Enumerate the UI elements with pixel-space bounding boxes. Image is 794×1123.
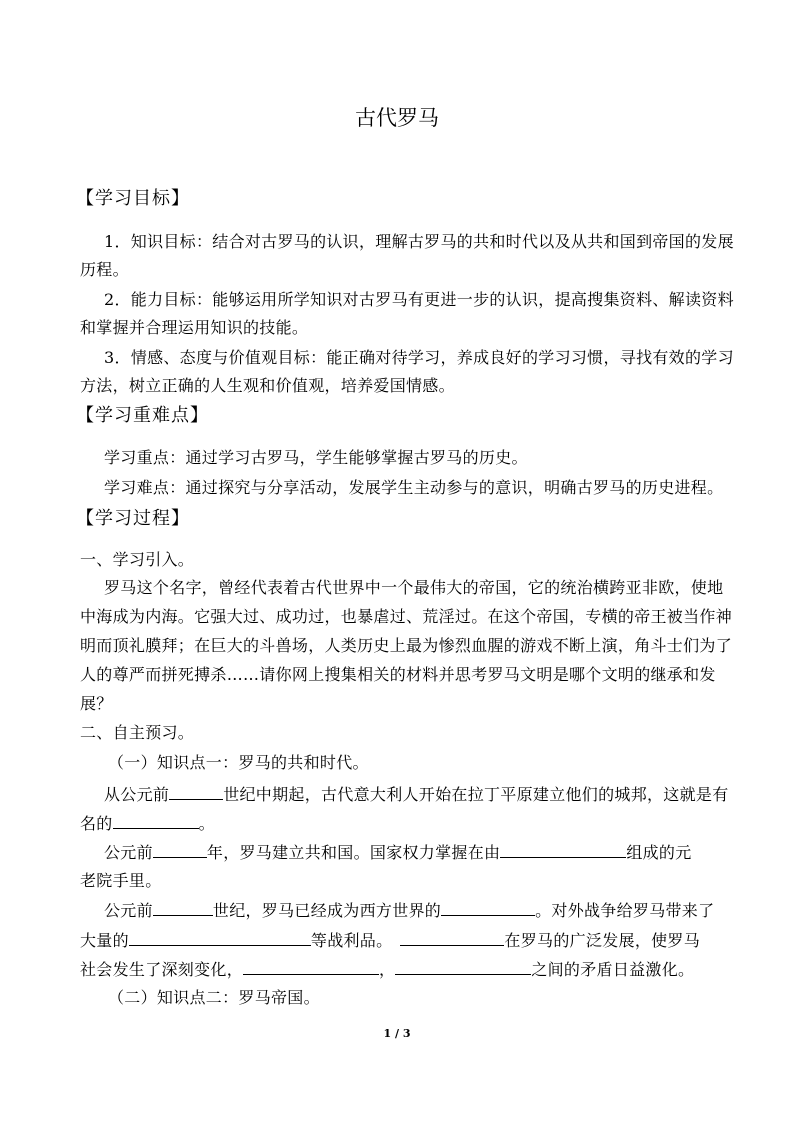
intro-line-1: 罗马这个名字，曾经代表着古代世界中一个最伟大的帝国，它的统治横跨亚非欧，使地 — [104, 578, 724, 597]
question-3-line-1: 公元前 世纪，罗马已经成为西方世界的 。对外战争给罗马带来了 — [104, 901, 715, 920]
goal-1-line-1: 1．知识目标：结合对古罗马的认识，理解古罗马的共和时代以及从共和国到帝国的发展 — [104, 232, 734, 251]
knowledge-point-1-heading: （一）知识点一：罗马的共和时代。 — [108, 753, 369, 772]
question-3-line-3: 社会发生了深刻变化， ， 之间的矛盾日益激化。 — [80, 960, 695, 979]
question-1-line-1: 从公元前 世纪中期起，古代意大利人开始在拉丁平原建立他们的城邦，这就是有 — [104, 785, 729, 804]
key-point: 学习重点：通过学习古罗马，学生能够掌握古罗马的历史。 — [104, 448, 528, 467]
fill-blank[interactable] — [153, 841, 207, 858]
intro-line-4: 人的尊严而拼死搏杀……请你网上搜集相关的材料并思考罗马文明是哪个文明的继承和发 — [80, 665, 716, 684]
fill-blank[interactable] — [441, 899, 535, 916]
fill-blank[interactable] — [153, 899, 213, 916]
section-heading-process: 【学习过程】 — [76, 508, 190, 529]
question-2-line-1: 公元前 年，罗马建立共和国。国家权力掌握在由 组成的元 — [104, 843, 692, 862]
intro-line-2: 中海成为内海。它强大过、成功过，也暴虐过、荒淫过。在这个帝国，专横的帝王被当作神 — [80, 607, 733, 626]
page-title: 古代罗马 — [355, 106, 439, 130]
fill-blank[interactable] — [243, 958, 379, 975]
fill-blank[interactable] — [400, 929, 504, 946]
knowledge-point-2-heading: （二）知识点二：罗马帝国。 — [108, 988, 320, 1007]
goal-3-line-1: 3．情感、态度与价值观目标：能正确对待学习，养成良好的学习习惯，寻找有效的学习 — [104, 348, 734, 367]
fill-blank[interactable] — [500, 841, 626, 858]
difficult-point: 学习难点：通过探究与分享活动，发展学生主动参与的意识，明确古罗马的历史进程。 — [104, 478, 724, 497]
goal-2-line-2: 和掌握并合理运用知识的技能。 — [80, 318, 309, 337]
page-number: 1 / 3 — [383, 1027, 411, 1040]
fill-blank[interactable] — [169, 783, 223, 800]
fill-blank[interactable] — [113, 812, 199, 829]
goal-1-line-2: 历程。 — [80, 260, 129, 279]
preview-heading: 二、自主预习。 — [80, 723, 195, 742]
section-heading-key-points: 【学习重难点】 — [76, 405, 209, 426]
goal-3-line-2: 方法，树立正确的人生观和价值观，培养爱国情感。 — [80, 376, 455, 395]
intro-line-5: 展？ — [80, 694, 113, 713]
fill-blank[interactable] — [129, 929, 311, 946]
question-2-line-2: 老院手里。 — [80, 871, 162, 890]
intro-heading: 一、学习引入。 — [80, 550, 195, 569]
question-3-line-2: 大量的 等战利品。 在罗马的广泛发展，使罗马 — [80, 931, 701, 950]
question-1-line-2: 名的 。 — [80, 814, 215, 833]
fill-blank[interactable] — [395, 958, 531, 975]
intro-line-3: 明而顶礼膜拜；在巨大的斗兽场，人类历史上最为惨烈血腥的游戏不断上演，角斗士们为了 — [80, 636, 733, 655]
section-heading-goals: 【学习目标】 — [76, 188, 190, 209]
goal-2-line-1: 2．能力目标：能够运用所学知识对古罗马有更进一步的认识，提高搜集资料、解读资料 — [104, 290, 734, 309]
